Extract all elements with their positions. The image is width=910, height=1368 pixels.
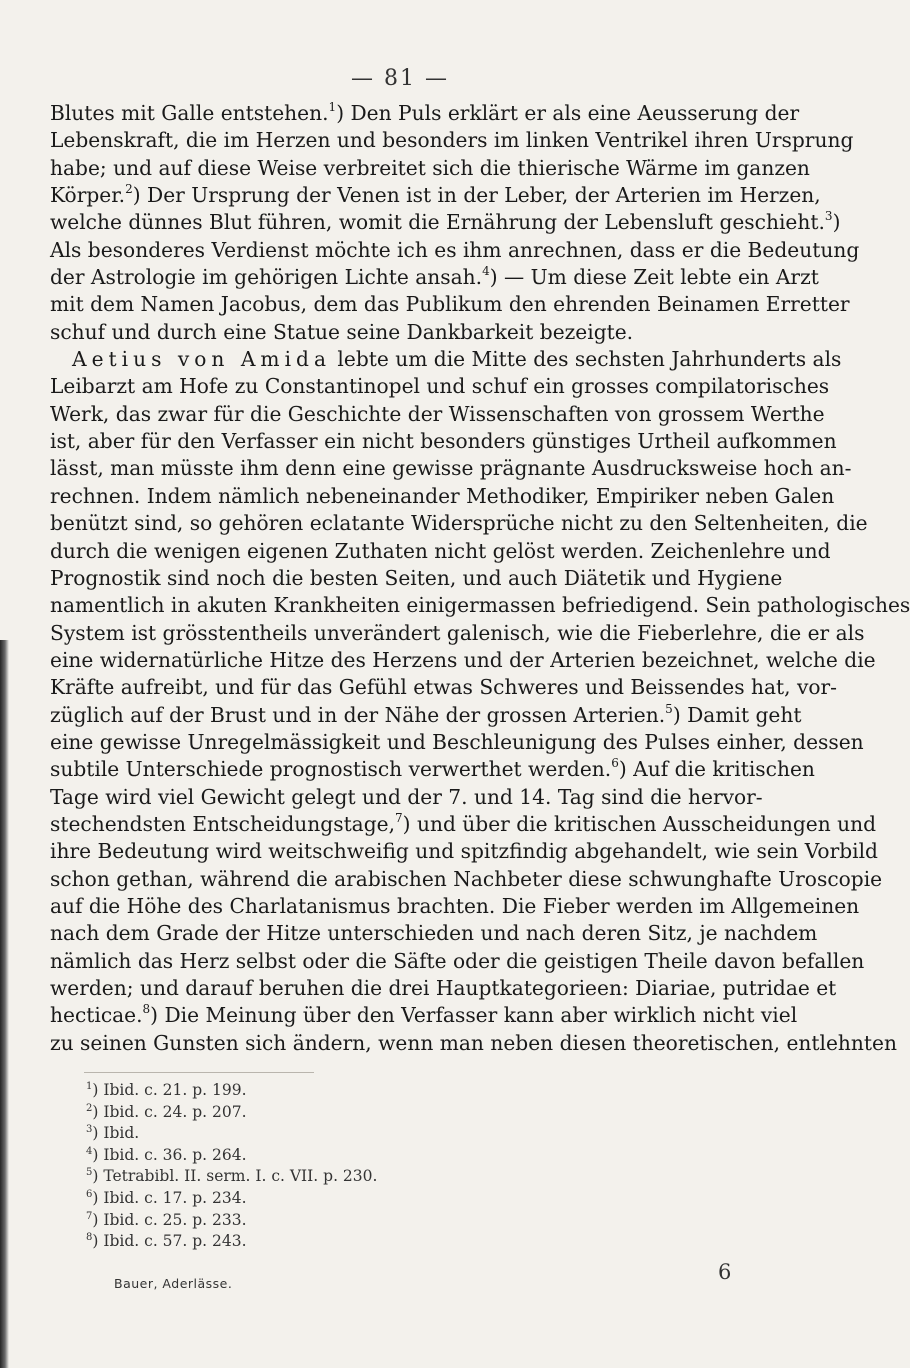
footnote-ref-paren: ) (832, 210, 841, 235)
footnotes (86, 1080, 377, 1253)
footnote (86, 1231, 377, 1253)
line-text-continued: und über die kritischen Ausscheidungen und (410, 811, 877, 836)
line-text-continued: Auf die kritischen (626, 757, 815, 782)
line-text: mit dem Namen Jacobus, dem das Publikum den ehrenden Beinamen Erretter (50, 292, 850, 317)
line-text: Werk, das zwar für die Geschichte der Wissenschaften von grossem Werthe (50, 401, 825, 426)
text-line (50, 428, 837, 455)
line-text-continued: Der Ursprung der Venen ist in der Leber, der Arterien im Herzen, (140, 183, 821, 208)
footnote-paren: ) (92, 1145, 104, 1164)
text-line (50, 373, 830, 400)
footnote-ref: 5 (665, 701, 673, 716)
line-text: Leibarzt am Hofe zu Constantinopel und schuf ein grosses compilatorisches (50, 374, 830, 399)
line-text-continued: Den Puls erklärt er als eine Aeusserung der (344, 101, 800, 125)
footnote-ref-paren: ) (402, 811, 411, 836)
footnote-paren: ) (92, 1081, 104, 1099)
line-text: züglich auf der Brust und in der Nähe der grossen Arterien. (50, 702, 666, 727)
line-text: schon gethan, während die arabischen Nachbeter diese schwunghafte Uroscopie (50, 866, 883, 891)
footnote-ref: 1 (328, 100, 337, 114)
footnote-ref-paren: ) (150, 1003, 159, 1028)
page-number: — 81 — (351, 66, 449, 91)
footnote-rule (84, 1072, 314, 1073)
line-text-continued: lebte um die Mitte des sechsten Jahrhunderts als (331, 347, 842, 372)
footnote-text: Ibid. (103, 1124, 140, 1143)
line-text-continued: Die Meinung über den Verfasser kann aber wirklich nicht viel (158, 1003, 798, 1028)
footnote-number: 3 (86, 1124, 93, 1136)
footnote-ref-paren: ) (489, 265, 498, 290)
text-line (50, 565, 783, 592)
footnote-number: 7 (86, 1210, 93, 1222)
footnote-number: 5 (86, 1167, 93, 1179)
line-text: der Astrologie im gehörigen Lichte ansah. (50, 265, 483, 290)
line-text: Lebenskraft, die im Herzen und besonders im linken Ventrikel ihren Ursprung (50, 128, 854, 153)
footnote-ref-paren: ) (618, 757, 627, 782)
text-line (50, 838, 878, 865)
text-line (50, 346, 842, 373)
footnote-ref: 7 (395, 810, 403, 825)
footnote-text: Ibid. c. 57. p. 243. (103, 1232, 247, 1251)
line-text: auf die Höhe des Charlatanismus brachten. Die Fieber werden im Allgemeinen (50, 893, 860, 918)
footnote-ref-paren: ) (336, 101, 345, 125)
line-text: werden; und darauf beruhen die drei Hauptkategorieen: Diariae, putridae et (50, 976, 837, 1000)
text-line (50, 810, 877, 838)
footnote-number: 1 (86, 1081, 93, 1092)
text-line (50, 291, 850, 318)
footnote-number: 6 (86, 1188, 93, 1200)
footnote-paren: ) (92, 1188, 104, 1207)
text-line (50, 592, 910, 619)
footnote-text: Ibid. c. 17. p. 234. (103, 1188, 247, 1207)
line-text: ihre Bedeutung wird weitschweifig und spitzfindig abgehandelt, wie sein Vorbild (50, 839, 878, 864)
binding-edge (0, 640, 9, 1368)
text-line (50, 756, 815, 783)
text-line (50, 182, 821, 209)
footnote-ref: 4 (482, 264, 490, 279)
line-text: Prognostik sind noch die besten Seiten, und auch Diätetik und Hygiene (50, 565, 783, 590)
line-text: Kräfte aufreibt, und für das Gefühl etwas Schweres und Beissendes hat, vor- (50, 675, 837, 700)
line-text: ist, aber für den Verfasser ein nicht besonders günstiges Urtheil aufkommen (50, 429, 837, 454)
footnote-text: Ibid. c. 25. p. 233. (103, 1210, 247, 1229)
line-text: schuf und durch eine Statue seine Dankbarkeit bezeigte. (50, 319, 634, 344)
footnote-text: Ibid. c. 21. p. 199. (103, 1081, 247, 1099)
text-line (50, 127, 854, 154)
footnote-ref: 3 (824, 209, 833, 224)
line-text: habe; und auf diese Weise verbreitet sich die thierische Wärme im ganzen (50, 155, 810, 180)
footnote-ref: 6 (611, 756, 619, 771)
text-line (50, 893, 860, 920)
line-text: System ist grösstentheils unverändert galenisch, wie die Fieberlehre, die er als (50, 620, 865, 645)
text-line (50, 209, 841, 236)
line-text: nämlich das Herz selbst oder die Säfte oder die geistigen Theile davon befallen (50, 948, 865, 973)
line-text: welche dünnes Blut führen, womit die Ernährung der Lebensluft geschieht. (50, 210, 825, 235)
line-text: namentlich in akuten Krankheiten einigermassen befriedigend. Sein pathologisches (50, 593, 910, 618)
footnote-paren: ) (92, 1124, 104, 1143)
line-text: subtile Unterschiede prognostisch verwerthet werden. (50, 757, 612, 782)
text-line (50, 155, 810, 182)
footnote-number: 2 (86, 1102, 93, 1114)
sheet-number: 6 (718, 1260, 732, 1284)
line-text-continued: — Um diese Zeit lebte ein Arzt (497, 265, 819, 290)
text-line (50, 729, 864, 756)
footnote-number: 4 (86, 1145, 93, 1157)
text-line (50, 866, 883, 893)
text-line (50, 674, 837, 701)
footnote-text: Tetrabibl. II. serm. I. c. VII. p. 230. (103, 1167, 378, 1186)
line-text: lässt, man müsste ihm denn eine gewisse prägnante Ausdrucksweise hoch an- (50, 456, 852, 481)
text-line (50, 1002, 798, 1029)
footnote (86, 1145, 377, 1167)
text-line (50, 975, 837, 1002)
footnote (86, 1166, 377, 1188)
footnote-ref-paren: ) (672, 702, 681, 727)
footnote (86, 1080, 377, 1102)
footnote (86, 1210, 377, 1232)
footnote-number: 8 (86, 1232, 93, 1244)
line-text: durch die wenigen eigenen Zuthaten nicht gelöst werden. Zeichenlehre und (50, 538, 831, 563)
footnote (86, 1102, 377, 1124)
text-line (50, 647, 876, 674)
text-line (50, 237, 860, 264)
line-text: Tage wird viel Gewicht gelegt und der 7. und 14. Tag sind die hervor- (50, 784, 763, 809)
line-text: Als besonderes Verdienst möchte ich es ihm anrechnen, dass er die Bedeutung (50, 237, 860, 262)
text-line (50, 510, 868, 537)
footnote-text: Ibid. c. 36. p. 264. (103, 1145, 247, 1164)
text-line (50, 319, 750, 346)
footnote (86, 1123, 377, 1145)
line-text: benützt sind, so gehören eclatante Widersprüche nicht zu den Seltenheiten, die (50, 511, 868, 536)
line-text: Blutes mit Galle entstehen. (50, 101, 329, 125)
line-text: stechendsten Entscheidungstage, (50, 811, 396, 836)
signature-mark: Bauer, Aderlässe. (114, 1276, 233, 1291)
text-line (50, 483, 835, 510)
text-line (50, 948, 865, 975)
footnote-ref: 2 (125, 182, 133, 197)
text-line (50, 401, 825, 428)
footnote-paren: ) (92, 1167, 104, 1186)
text-line (50, 1030, 897, 1057)
footnote (86, 1188, 377, 1210)
body-text (50, 100, 910, 1057)
line-text: zu seinen Gunsten sich ändern, wenn man neben diesen theoretischen, entlehnten (50, 1030, 897, 1055)
line-text: nach dem Grade der Hitze unterschieden und nach deren Sitz, je nachdem (50, 921, 818, 946)
line-text: rechnen. Indem nämlich nebeneinander Methodiker, Empiriker neben Galen (50, 483, 835, 508)
author-name: Aetius von Amida (72, 347, 331, 372)
text-line (50, 538, 831, 565)
footnote-ref: 8 (142, 1002, 151, 1017)
text-line (50, 920, 818, 947)
line-text: hecticae. (50, 1003, 143, 1028)
line-text-continued: Damit geht (680, 702, 802, 727)
footnote-text: Ibid. c. 24. p. 207. (103, 1102, 247, 1121)
line-text: eine gewisse Unregelmässigkeit und Beschleunigung des Pulses einher, dessen (50, 729, 864, 754)
text-line (50, 620, 865, 647)
text-line (50, 455, 852, 482)
text-line (50, 264, 819, 291)
text-line (50, 784, 763, 811)
text-line (50, 100, 800, 127)
text-line (50, 701, 802, 729)
footnote-ref-paren: ) (132, 183, 141, 208)
footnote-paren: ) (92, 1232, 104, 1251)
line-text: Körper. (50, 183, 126, 208)
footnote-paren: ) (92, 1102, 104, 1121)
footnote-paren: ) (92, 1210, 104, 1229)
line-text: eine widernatürliche Hitze des Herzens und der Arterien bezeichnet, welche die (50, 647, 876, 672)
